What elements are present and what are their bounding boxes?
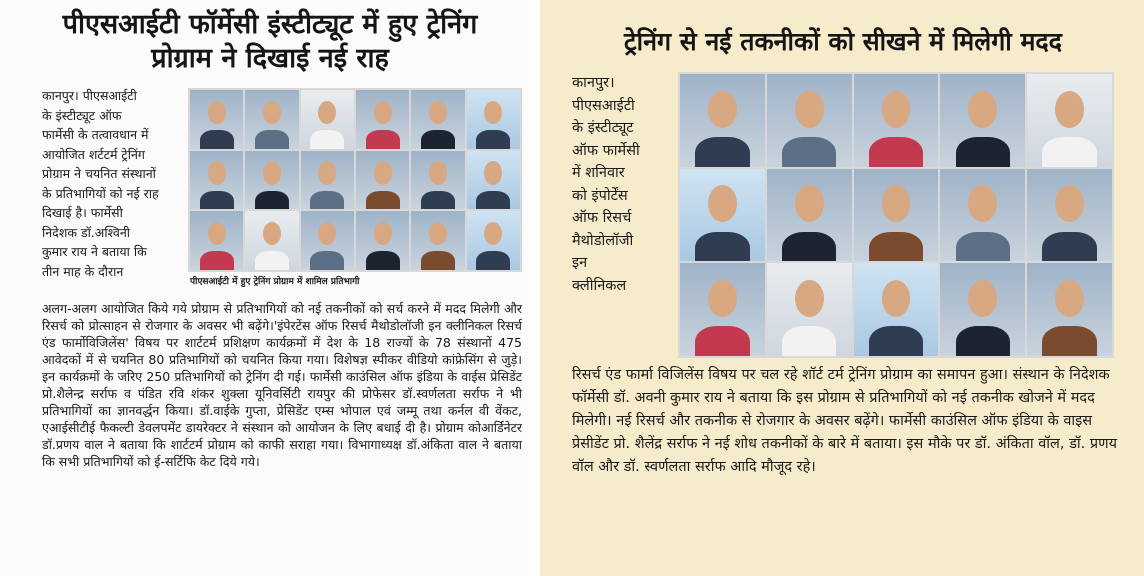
- participant-tile: [680, 263, 765, 356]
- participant-tile: [767, 74, 852, 167]
- participant-tile: [940, 169, 1025, 262]
- right-lead-line: ऑफ फार्मेसी: [572, 142, 640, 159]
- left-lead-line: कानपुर। पीएसआईटी: [42, 88, 137, 103]
- participant-tile: [190, 90, 243, 149]
- participant-tile: [411, 151, 464, 210]
- participant-tile: [680, 74, 765, 167]
- right-lead-line: क्लीनिकल: [572, 277, 627, 294]
- participant-tile: [1027, 263, 1112, 356]
- right-lead-line: पीएसआईटी: [572, 97, 635, 114]
- participant-tile: [190, 211, 243, 270]
- participant-tile: [1027, 74, 1112, 167]
- participant-tile: [301, 211, 354, 270]
- right-headline: ट्रेनिंग से नई तकनीकों को सीखने में मिलेगी मदद: [624, 27, 1062, 56]
- participant-tile: [356, 211, 409, 270]
- right-lead-line: के इंस्टीट्यूट: [572, 120, 634, 136]
- left-lead-line: कुमार राय ने बताया कि: [42, 244, 147, 259]
- left-photo-caption: पीएसआईटी में हुए ट्रेनिंग प्रोग्राम में शामिल प्रतिभागी: [190, 277, 360, 287]
- left-lead-line: दिखाई है। फार्मेसी: [42, 205, 123, 220]
- right-lead-column: [572, 72, 676, 297]
- left-lead-line: निदेशक डॉ.अश्विनी: [42, 224, 131, 240]
- left-lead-line: के इंस्टीट्यूट ऑफ: [42, 107, 122, 123]
- participant-tile: [190, 151, 243, 210]
- participant-tile: [940, 74, 1025, 167]
- left-headline: पीएसआईटी फॉर्मेसी इंस्टीट्यूट में हुए ट्रेनिंग प्रोग्राम ने दिखाई नई राह: [62, 9, 478, 74]
- left-lead-line: के प्रतिभागियों को नई राह: [42, 185, 159, 201]
- right-lead-line: को इंपोर्टेंस: [572, 187, 628, 204]
- left-lead-line: आयोजित शर्टटर्म ट्रेनिंग: [42, 146, 145, 162]
- left-lead-line: प्रोग्राम ने चयनित संस्थानों: [42, 166, 156, 181]
- clipping-divider: [528, 0, 540, 576]
- right-participants-photo: [678, 72, 1114, 358]
- participant-tile: [940, 263, 1025, 356]
- left-lead-line: तीन माह के दौरान: [42, 263, 124, 279]
- right-lead-line: में शनिवार: [572, 165, 625, 181]
- participant-tile: [411, 90, 464, 149]
- participant-tile: [467, 90, 520, 149]
- right-news-clipping: [540, 0, 1144, 576]
- participant-tile: [767, 169, 852, 262]
- participant-tile: [356, 151, 409, 210]
- right-lead-line: इन: [572, 255, 588, 271]
- participant-tile: [356, 90, 409, 149]
- participant-tile: [854, 263, 939, 356]
- right-lead-line: ऑफ रिसर्च: [572, 210, 632, 226]
- left-news-clipping: [0, 0, 528, 576]
- participant-tile: [854, 74, 939, 167]
- participant-tile: [245, 211, 298, 270]
- participant-tile: [301, 90, 354, 149]
- participant-tile: [245, 151, 298, 210]
- right-lead-line: कानपुर।: [572, 75, 615, 91]
- right-article-body: रिसर्च एंड फार्मा विजिलेंस विषय पर चल रहे शॉर्ट टर्म ट्रेनिंग प्रोग्राम का समापन हुआ। संस्थान के निदेशक फॉर्मेसी डॉ. अवनी कुमार राय ने बताया कि इस प्रोग्राम से प्रतिभागियों को नई तकनीक खोजने में मदद मिलेगी। नई रिसर्च और तकनीक से रोजगार के अवसर बढ़ेंगे। फार्मेसी काउंसिल ऑफ इंडिया के वाइस प्रेसीडेंट प्रो. शैलेंद्र सर्राफ ने नई शोध तकनीकों के बारे में बताया। इस मौके पर डॉ. अंकिता वॉल, डॉ. प्रणय वॉल और डॉ. स्वर्णलता सर्राफ आदि मौजूद रहे।: [572, 367, 1117, 475]
- participant-tile: [245, 90, 298, 149]
- participant-tile: [467, 151, 520, 210]
- left-lead-line: फार्मेसी के तत्वावधान में: [42, 127, 149, 142]
- participant-tile: [854, 169, 939, 262]
- participant-tile: [467, 211, 520, 270]
- participant-tile: [680, 169, 765, 262]
- participant-tile: [411, 211, 464, 270]
- right-lead-line: मैथोडोलॉजी: [572, 232, 634, 249]
- participant-tile: [1027, 169, 1112, 262]
- left-article-body: अलग-अलग आयोजित किये गये प्रोग्राम से प्रतिभागियों को नई तकनीकों को सर्च करने में मदद मिलेगी और रिसर्च को प्रोत्साहन से रोजगार के अवसर भी बढ़ेंगे।'इंपेरटेंस ऑफ रिसर्च मैथोडोलॉजी इन क्लीनिकल रिसर्च एंड फार्मोविजिलेंस' विषय पर शार्टटर्म प्रशिक्षण कार्यक्रमों में देश के 18 राज्यों के 78 संस्थानों 475 आवेदकों में से चयनित 80 प्रतिभागियों को चयनित किया गया। विशेषज्ञ स्पीकर वीडियो कांफ्रेसिंग से जुड़े। इन कार्यक्रमों के जरिए 250 प्रतिभागियों को ट्रेनिंग दी गई। फार्मेसी काउंसिल ऑफ इंडिया के वाईस प्रेसिडेंट प्रो.शैलेन्द्र सर्राफ व पंडित रवि शंकर शुक्ला यूनिवर्सिटी रायपुर की प्रोफेसर डॉ.स्वर्णलता सर्राफ ने भी प्रतिभागियों का ज्ञानवर्द्धन किया। डॉ.वाईके गुप्ता, प्रेसिडेंट एम्स भोपाल एवं जम्मू तथा कर्नल वी वेंकट, एआईसीटीई फैकल्टी डेवलपमेंट डायरेक्टर ने संस्थान को आयोजन के लिए बधाई दी है। प्रोग्राम कोआर्डिनेटर डॉ.प्रणय वाल ने बताया कि शार्टटर्म प्रोग्राम को काफी सराहा गया। विभागाध्यक्ष डॉ.अंकिता वाल ने बताया कि सभी प्रतिभागियों को ई-सर्टिफि केट दिये गये।: [42, 301, 522, 469]
- participant-tile: [767, 263, 852, 356]
- left-lead-column: [42, 86, 184, 281]
- participant-tile: [301, 151, 354, 210]
- left-participants-photo: [188, 88, 522, 272]
